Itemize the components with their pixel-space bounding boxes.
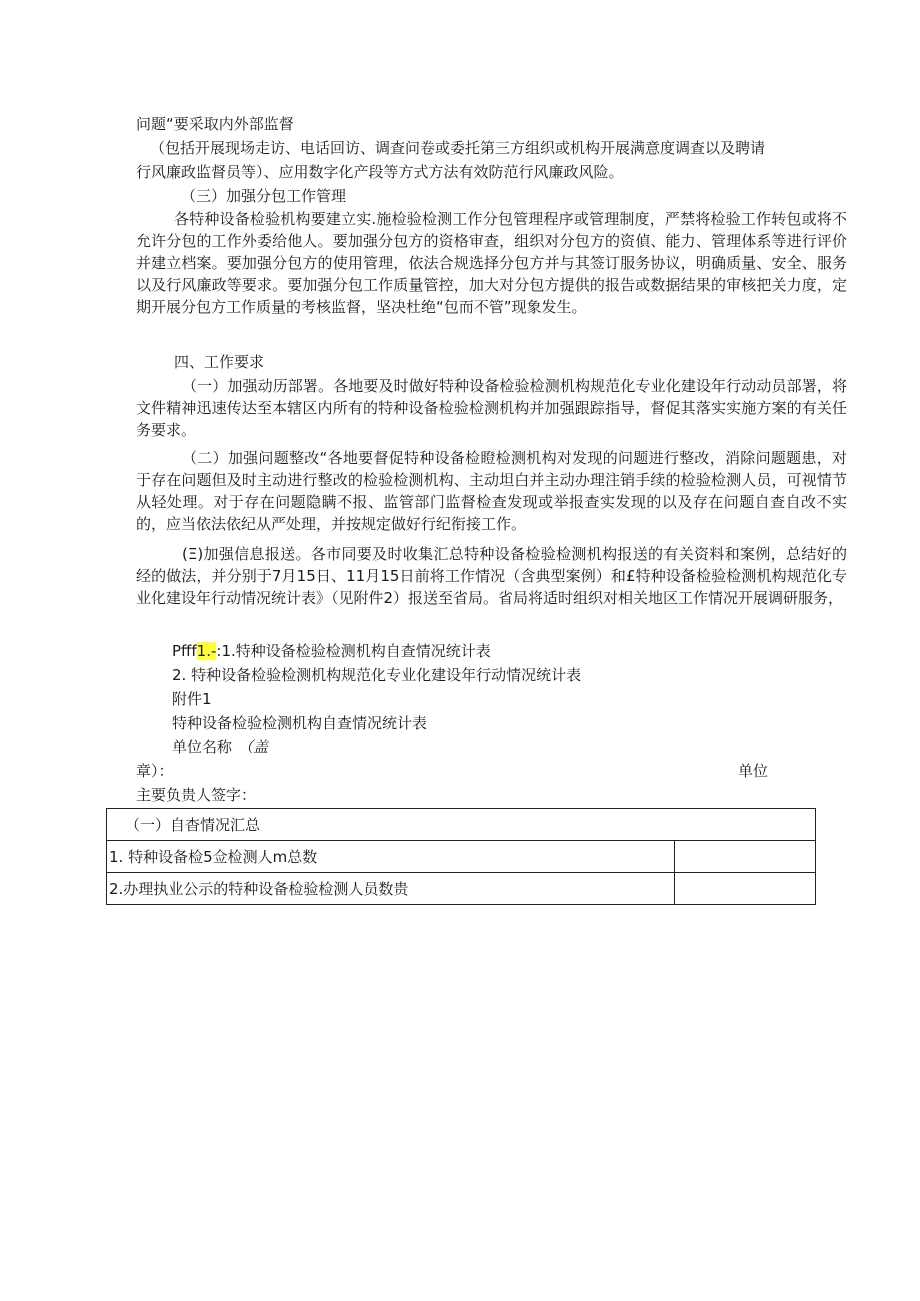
table-header: （一）自杳情况汇总	[107, 809, 816, 841]
form-field-unit: 单位	[738, 762, 769, 780]
paragraph-rectification: （二）加强问题整改“各地要督促特种设备检瞪检测机构对发现的问题进行整改，消除问题题患，对于存在问题但及时主动进行整改的检验检测机构、主动坦白并主动办理注销手续的检验检测人员，可视情节从轻处理。对于存在问题隐瞒不报、监管部门监督检查发现或举报查实发现的以及存在问题自查自改不实的，应当依法依纪从严处理，并按规定做好行纪衔接工作。	[136, 449, 847, 533]
attachment-line	[172, 640, 491, 662]
text-line: 问题“要采取内外部监督	[136, 115, 294, 133]
table-row	[107, 873, 816, 905]
attachment-line: 2. 特种设备检验检测机构规范化专业化建设年行动情况统计表	[172, 666, 582, 684]
section-heading: （三）加强分包工作管理	[181, 187, 347, 205]
row-label: 1. 特种设备检5佥检测人m总数	[107, 841, 675, 873]
paragraph-reporting: (Ξ)加强信息报送。各市同要及时收集汇总特种设备检验检测机构报送的有关资料和案例，总结好的经的做法，并分别于7月15日、11月15日前将工作情况（含典型案例）和£特种设备检验检测机构规范化专业化建设年行动情况统计表》（见附件2）报送至省局。省局将适时组织对相关地区工作情况开展调研服务，	[136, 545, 847, 607]
attachment-label: 附件1	[172, 690, 212, 708]
paragraph-deployment: （一）加强动历部署。各地要及时做好特种设备检验检测机构规范化专业化建设年行动动员部署，将文件精神迅速传达至本辖区内所有的特种设备检验检测机构并加强跟踪指导，督促其落实实施方案的有关任务要求。	[136, 377, 847, 439]
row-value[interactable]	[675, 841, 816, 873]
table-row	[107, 841, 816, 873]
text-line: （包括开展现场走访、电话回访、调查问卷或委托第三方组织或机构开展满意度调查以及聘请	[150, 139, 766, 157]
form-title: 特种设备检验检测机构自查情况统计表	[172, 714, 428, 732]
field-note: （盖	[238, 738, 269, 756]
attachment-prefix: Pfff	[172, 642, 197, 660]
paragraph-subcontracting: 各特种设备检验机构要建立实.施检验检测工作分包管理程序或管理制度，严禁将检验工作转包或将不允许分包的工作外委给他人。要加强分包方的资格审查，组织对分包方的资偵、能力、管理体系等进行评价并建立档案。要加强分包方的使用管理，依法合规选择分包方并与其签订服务协议，明确质量、安全、服务以及行风廉政等要求。要加强分包工作质量管控，加大对分包方提供的报告或数据结果的审核把关力度，定期开展分包方工作质量的考核监督，坚决杜绝“包而不管”现象发生。	[136, 210, 847, 316]
attachment-title: :1.特种设备检验检测机构自查情况统计表	[216, 642, 491, 660]
form-field-seal: 章）：	[136, 762, 174, 780]
self-check-table	[106, 808, 816, 905]
section-heading: 四、工作要求	[174, 353, 265, 371]
text-line: 行风廉政监督员等）、应用数字化产段等方式方法有效防范行风廉政风险。	[136, 163, 624, 181]
form-field-signature: 主要负贵人签字：	[136, 786, 257, 804]
row-value[interactable]	[675, 873, 816, 905]
field-label: 单位名称	[172, 738, 233, 756]
form-field-unit-name	[172, 736, 268, 758]
row-label: 2.办理执业公示的特种设备检验检测人员数贵	[107, 873, 675, 905]
table-header-row	[107, 809, 816, 841]
highlighted-text: 1.-	[196, 642, 217, 660]
